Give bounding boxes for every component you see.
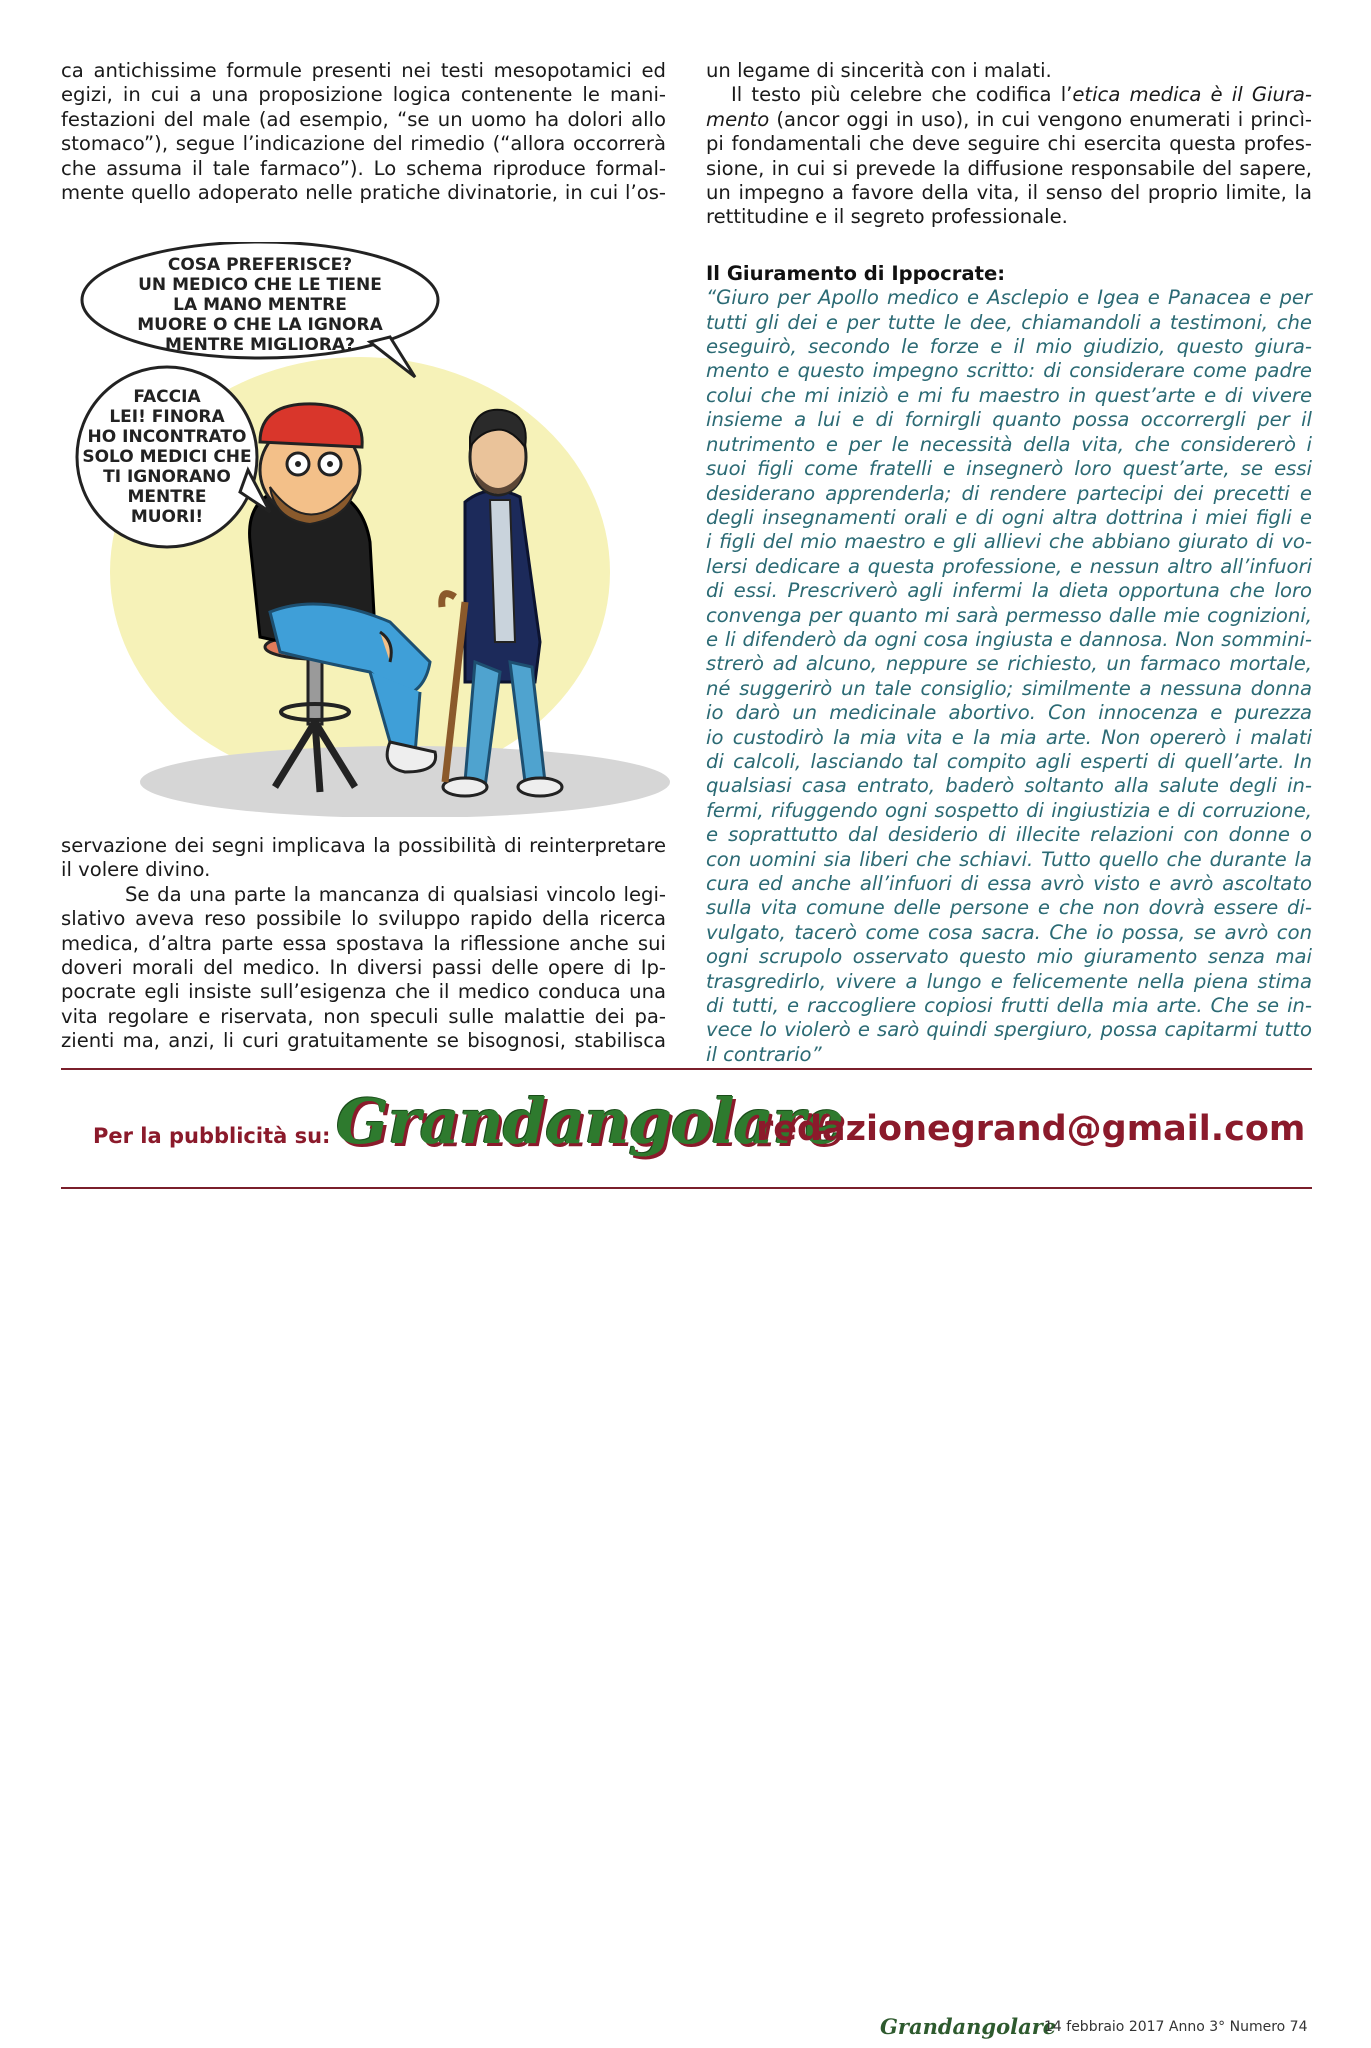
text-line: sione, in cui si prevede la diffusione responsabile del sapere, (706, 156, 1312, 180)
oath-heading (706, 262, 1312, 286)
bubble-line: HO INCONTRATO (87, 427, 247, 447)
text-line: servazione dei segni implicava la possibilità di reinterpretare (61, 834, 666, 857)
oath-line: degli insegnamenti orali e di ogni altra dottrina i miei figli e (706, 505, 1312, 529)
oath-title-colon: : (997, 261, 1006, 285)
text-line: zienti ma, anzi, li curi gratuitamente se bisognosi, stabilisca (61, 1029, 666, 1053)
oath-line: i figli del mio maestro e gli allievi che abbiano giurato di vo- (706, 530, 1312, 554)
text-line: pi fondamentali che deve seguire chi esercita questa profes- (706, 132, 1312, 156)
oath-line: lersi dedicare a questa professione, e nessun altro all’infuori (706, 554, 1312, 578)
left-paragraph-1 (61, 59, 666, 205)
left-paragraph-2 (61, 883, 666, 1054)
emphasis-run: mento (706, 107, 770, 131)
text-line: un legame di sincerità con i malati. (706, 59, 1052, 82)
bubble-line: LA MANO MENTRE (173, 295, 347, 315)
oath-line: colui che mi iniziò e mi fu maestro in quest’arte e di vivere (706, 383, 1312, 407)
right-paragraph-1 (706, 59, 1312, 83)
oath-line: strerò ad alcuno, neppure se richiesto, un farmaco mortale, (706, 652, 1312, 676)
bubble-line: SOLO MEDICI CHE (82, 447, 252, 467)
bubble-line: UN MEDICO CHE LE TIENE (138, 275, 382, 295)
oath-line: io custodirò la mia vita e la mia arte. Non opererò i malati (706, 725, 1312, 749)
divider-bottom (61, 1187, 1312, 1189)
oath-line: ogni scrupolo osservato questo mio giuramento senza mai (706, 945, 1312, 969)
text-line (706, 83, 1312, 107)
oath-line: mento e questo impegno scritto: di considerare come padre (706, 359, 1312, 383)
bubble-line: MUORE O CHE LA IGNORA (137, 315, 383, 335)
text-line: doveri morali del medico. In diversi passi delle opere di Ip- (61, 956, 666, 980)
oath-line: insieme a lui e di fornirgli quanto possa occorrergli per il (706, 408, 1312, 432)
text-run: Il testo più celebre che codifica l’ (731, 83, 1073, 107)
cartoon-illustration (70, 242, 670, 817)
oath-line: “Giuro per Apollo medico e Asclepio e Igea e Panacea e per (706, 286, 1312, 310)
left-column-top (61, 59, 666, 205)
oath-line: sulla vita comune delle persone e che non dovrà essere di- (706, 896, 1312, 920)
oath-line: vece lo violerò e sarò quindi spergiuro, possa capitarmi tutto (706, 1018, 1312, 1042)
bubble-line: MUORI! (130, 507, 204, 527)
oath-line: di essi. Prescriverò agli infermi la dieta opportuna che loro (706, 579, 1312, 603)
bubble-line: TI IGNORANO (103, 467, 231, 487)
text-line: vita regolare e riservata, non speculi sulle malattie dei pa- (61, 1004, 666, 1028)
ad-email-link[interactable]: redazionegrand@gmail.com (756, 1109, 1306, 1149)
bubble-line: COSA PREFERISCE? (167, 255, 353, 275)
oath-line: desiderano apprenderla; di rendere partecipi dei precetti e (706, 481, 1312, 505)
oath-line: tutti gli dei e per tutte le dee, chiamandoli a testimoni, che (706, 310, 1312, 334)
text-line: rettitudine e il segreto professionale. (706, 205, 1068, 229)
divider-top (61, 1068, 1312, 1070)
oath-line: cura ed anche all’infuori di essa avrò visto e avrò ascoltato (706, 872, 1312, 895)
oath-line: suoi figli come fratelli e insegnerò loro quest’arte, se essi (706, 457, 1312, 481)
text-line: un impegno a favore della vita, il senso del proprio limite, la (706, 181, 1312, 205)
speech-bubble-doctor (82, 242, 438, 377)
oath-line: il contrario” (706, 1042, 822, 1066)
oath-line: vulgato, tacerò come cosa sacra. Che io possa, se avrò con (706, 920, 1312, 944)
oath-line: convenga per quanto mi sarà permesso dalle mie cognizioni, (706, 603, 1312, 627)
oath-line: qualsiasi casa entrato, baderò soltanto alla salute degli in- (706, 774, 1312, 798)
footer-issue-info: 14 febbraio 2017 Anno 3° Numero 74 (1044, 2019, 1308, 2035)
oath-line: io darò un medicinale abortivo. Con innocenza e purezza (706, 701, 1312, 725)
oath-line: e li difenderò da ogni cosa ingiusta e dannosa. Non sommini- (706, 627, 1312, 651)
text-line: egizi, in cui a una proposizione logica contenente le mani- (61, 83, 666, 107)
text-line: mente quello adoperato nelle pratiche divinatorie, in cui l’os- (61, 181, 666, 205)
text-line: pocrate egli insiste sull’esigenza che il medico conduca una (61, 980, 666, 1004)
oath-line: e soprattutto dal desiderio di illecite relazioni con donne o (706, 823, 1312, 847)
footer-logo: Grandangolare (880, 2014, 1057, 2039)
text-run: (ancor oggi in uso), in cui vengono enumerati i princì- (769, 107, 1312, 131)
emphasis-run: etica medica è il Giura- (1072, 83, 1312, 107)
right-paragraph-2 (706, 83, 1312, 229)
oath-text (706, 286, 1312, 1067)
oath-line: trasgredirlo, vivere a lungo e felicemente nella piena stima (706, 969, 1312, 993)
oath-line: di tutti, e raccogliere copiosi frutti della mia arte. Che se in- (706, 994, 1312, 1018)
oath-line: con uomini sia liberi che schiavi. Tutto quello che durante la (706, 847, 1312, 871)
text-line: stomaco”), segue l’indicazione del rimedio (“allora occorrerà (61, 132, 666, 156)
text-line: festazioni del male (ad esempio, “se un uomo ha dolori allo (61, 107, 666, 131)
text-line: medica, d’altra parte essa spostava la riflessione anche sui (61, 931, 666, 955)
bubble-line: MENTRE (127, 487, 207, 507)
left-column-bottom (61, 834, 666, 1054)
bubble-line: FACCIA (133, 387, 201, 407)
bubble-line: MENTRE MIGLIORA? (165, 335, 355, 355)
oath-line: nutrimento e per le necessità della vita, che considererò i (706, 432, 1312, 456)
text-line: slativo aveva reso possibile lo sviluppo rapido della ricerca (61, 907, 666, 931)
text-line: il volere divino. (61, 858, 211, 882)
oath-line: di calcoli, lasciando tal compito agli esperti di quell’arte. In (706, 749, 1312, 773)
left-paragraph-1-continued (61, 834, 666, 883)
right-column (706, 59, 1312, 1067)
ad-logo: Grandangolare (336, 1085, 844, 1158)
text-line (706, 108, 1312, 132)
text-line: ca antichissime formule presenti nei testi mesopotamici ed (61, 59, 666, 82)
text-line: che assuma il tale farmaco”). Lo schema riproduce formal- (61, 156, 666, 180)
oath-title-text: Il Giuramento di Ippocrate (706, 261, 998, 285)
oath-line: fermi, rifuggendo ogni sospetto di ingiustizia e di corruzione, (706, 798, 1312, 822)
oath-line: né suggerirò un tale consiglio; similmente a nessuna donna (706, 676, 1312, 700)
oath-line: eseguirò, secondo le forze e il mio giudizio, questo giura- (706, 335, 1312, 359)
ad-label: Per la pubblicità su: (93, 1124, 331, 1148)
text-line: Se da una parte la mancanza di qualsiasi vincolo legi- (125, 882, 666, 906)
bubble-line: LEI! FINORA (109, 407, 225, 427)
